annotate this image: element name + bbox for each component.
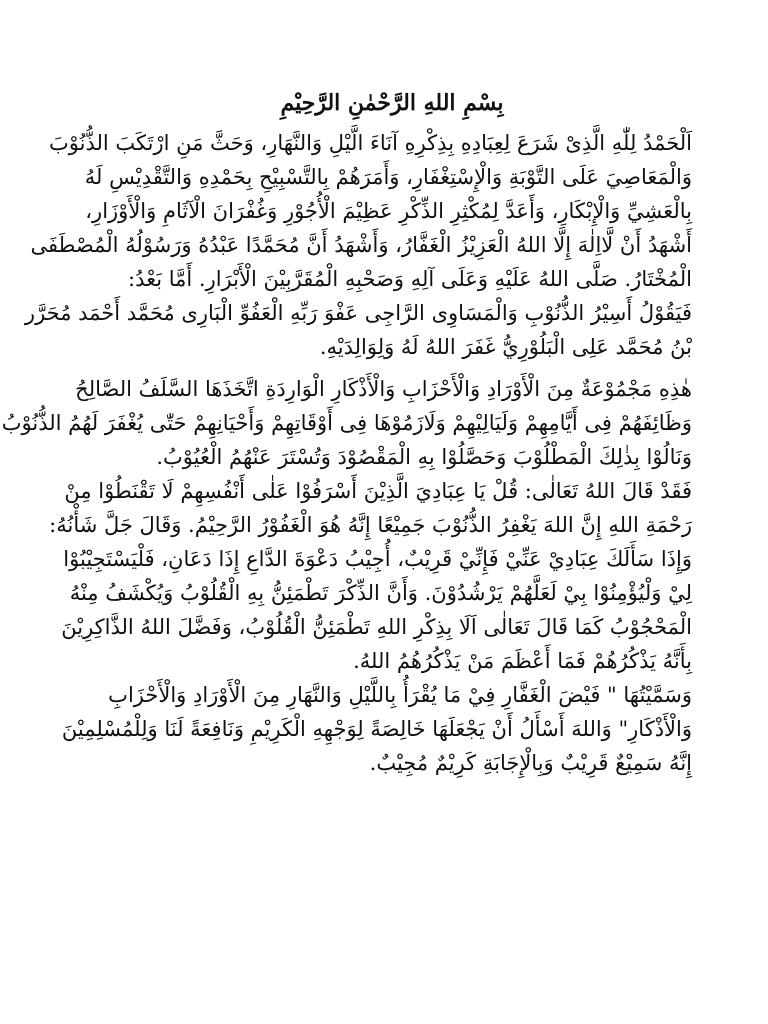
- text-line: وَإِذَا سَأَلَكَ عِبَادِيْ عَنِّيْ فَإِنِّيْ قَرِيْبٌ، أُجِيْبُ دَعْوَةَ الدَّاعِ إِذَا دَعَانِ، فَلْيَسْتَجِيْبُوْا: [63, 547, 692, 571]
- spacer: [92, 364, 692, 372]
- text-line: اَلْحَمْدُ لِلّٰهِ الَّذِىْ شَرَعَ لِعِبَادِهِ بِذِكْرِهِ آنَاءَ الَّيْلِ وَالنَّهَارِ، وَحَثَّ مَنِ ارْتَكَبَ الذُّنُوْبَ: [48, 131, 692, 155]
- text-line: بْنُ مُحَمَّد عَلِى الْبَلُوْرِيُّ غَفَرَ اللهُ لَهُ وَلِوَالِدَيْهِ.: [319, 335, 692, 359]
- text-line: فَيَقُوْلُ أَسِيْرُ الذُّنُوْبِ وَالْمَسَاوِى الرَّاجِى عَفْوَ رَبِّهِ الْعَفُوِّ الْبَارِى مُحَمَّد أَحْمَد مُحَرَّر: [24, 301, 692, 325]
- paragraph-collection: [1, 372, 692, 474]
- text-line: وَالْمَعَاصِيَ عَلَى التَّوْبَةِ وَالْإِسْتِغْفَارِ، وَأَمَرَهُمْ بِالتَّسْبِيْحِ بِحَمْدِهِ وَالتَّقْدِيْسِ لَهُ: [84, 165, 692, 189]
- text-line: وَنَالُوْا بِذٰلِكَ الْمَطْلُوْبَ وَحَصَّلُوْا بِهِ الْمَقْصُوْدَ وَتُسْتَرَ عَنْهُمُ الْعُيُوْبُ.: [156, 445, 692, 469]
- text-line: الْمُخْتَارُ. صَلَّى اللهُ عَلَيْهِ وَعَلَى آلِهِ وَصَحْبِهِ الْمُقَرَّبِيْنَ الْأَبْرَارِ. أَمَّا بَعْدُ:: [128, 267, 692, 291]
- paragraph-praise: [30, 126, 692, 296]
- text-line: فَقَدْ قَالَ اللهُ تَعَالٰى: قُلْ يَا عِبَادِيَ الَّذِيْنَ أَسْرَفُوْا عَلٰى أَنْفُسِهِمْ لَا تَقْنَطُوْا مِنْ: [64, 479, 692, 503]
- text-line: وَظَائِفَهُمْ فِى أَيَّامِهِمْ وَلَيَالِيْهِمْ وَلَازَمُوْهَا فِى أَوْقَاتِهِمْ وَأَحْيَانِهِمْ حَتّٰى يُغْفَرَ لَهُمُ الذُّنُوْبُ: [1, 411, 692, 435]
- text-line: بِأَنَّهُ يَذْكُرُهُمْ فَمَا أَعْظَمَ مَنْ يَذْكُرُهُمُ اللهُ.: [353, 649, 692, 673]
- text-line: بِالْعَشِيِّ وَالْإِبْكَارِ، وَأَعَدَّ لِمُكْثِرِ الذِّكْرِ عَظِيْمَ الْأُجُوْرِ وَغُفْرَانَ الْآثَامِ وَالْأَوْزَارِ،: [85, 199, 692, 223]
- page-title: بِسْمِ اللهِ الرَّحْمٰنِ الرَّحِيْمِ: [280, 90, 504, 116]
- paragraph-author: [24, 296, 692, 364]
- paragraph-quranic-verses: [49, 474, 692, 678]
- paragraph-naming: [61, 678, 692, 780]
- text-line: وَالْأَذْكَارِ" وَاللهَ أَسْأَلُ أَنْ يَجْعَلَهَا خَالِصَةً لِوَجْهِهِ الْكَرِيْمِ وَنَافِعَةً لَنَا وَلِلْمُسْلِمِيْنَ: [61, 717, 692, 741]
- document-page: [1, 86, 692, 780]
- text-line: الْمَحْجُوْبُ كَمَا قَالَ تَعَالٰى اَلَا بِذِكْرِ اللهِ تَطْمَئِنُّ الْقُلُوْبُ، وَفَضَّلَ اللهُ الذَّاكِرِيْنَ: [61, 615, 692, 639]
- text-line: هٰذِهِ مَجْمُوْعَةٌ مِنَ الْأَوْرَادِ وَالْأَحْزَابِ وَالْأَذْكَارِ الْوَارِدَةِ اتَّخَذَهَا السَّلَفُ الصَّالِحُ: [75, 377, 692, 401]
- text-line: لِيْ وَلْيُؤْمِنُوْا بِيْ لَعَلَّهُمْ يَرْشُدُوْنَ. وَأَنَّ الذِّكْرَ تَطْمَئِنُّ بِهِ الْقُلُوْبُ وَيُكْشَفُ مِنْهُ: [69, 581, 692, 605]
- text-line: أَشْهَدُ أَنْ لَّااِلٰهَ إِلَّا اللهُ الْعَزِيْزُ الْغَفَّارُ، وَأَشْهَدُ أَنَّ مُحَمَّدًا عَبْدُهُ وَرَسُوْلُهُ الْمُصْطَفَى: [30, 233, 692, 257]
- text-line: إِنَّهُ سَمِيْعٌ قَرِيْبٌ وَبِالْإِجَابَةِ كَرِيْمٌ مُجِيْبٌ.: [369, 751, 692, 775]
- text-line: وَسَمَّيْتُهَا " فَيْضَ الْغَفَّارِ فِيْ مَا يُقْرَأُ بِاللَّيْلِ وَالنَّهَارِ مِنَ الْأَوْرَادِ وَالْأَحْزَابِ: [108, 683, 692, 707]
- text-line: رَحْمَةِ اللهِ إِنَّ اللهَ يَغْفِرُ الذُّنُوْبَ جَمِيْعًا إِنَّهُ هُوَ الْغَفُوْرُ الرَّحِيْمُ. وَقَالَ جَلَّ شَأْنُهُ:: [49, 513, 692, 537]
